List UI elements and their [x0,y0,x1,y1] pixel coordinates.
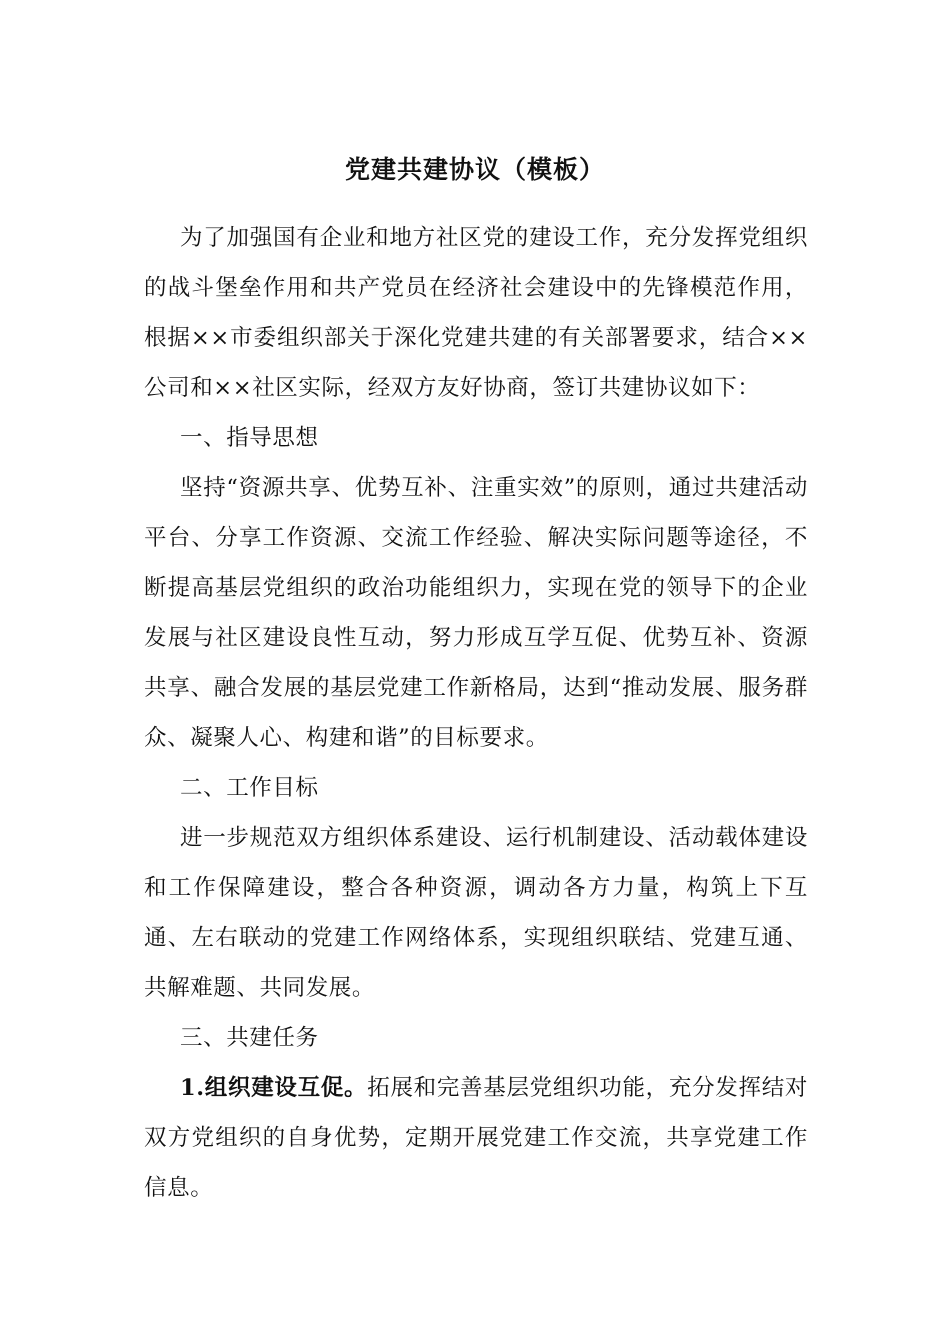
section-paragraph-work-goals: 进一步规范双方组织体系建设、运行机制建设、活动载体建设和工作保障建设，整合各种资源，调动各方力量，构筑上下互通、左右联动的党建工作网络体系，实现组织联结、党建互通、共解难题、共同发展。 [144,825,808,1001]
section-heading-tasks: 三、共建任务 [180,1025,319,1051]
intro-paragraph: 为了加强国有企业和地方社区党的建设工作，充分发挥党组织的战斗堡垒作用和共产党员在经济社会建设中的先锋模范作用，根据××市委组织部关于深化党建共建的有关部署要求，结合××公司和××社区实际，经双方友好协商，签订共建协议如下： [144,225,808,401]
section-heading-work-goals: 二、工作目标 [180,775,319,801]
document-body [144,213,808,1213]
task-item-body: 拓展和完善基层党组织功能，充分发挥结对双方党组织的自身优势，定期开展党建工作交流，共享党建工作信息。 [144,1075,809,1201]
section-paragraph-guiding-ideology: 坚持“资源共享、优势互补、注重实效”的原则，通过共建活动平台、分享工作资源、交流工作经验、解决实际问题等途径，不断提高基层党组织的政治功能组织力，实现在党的领导下的企业发展与社区建设良性互动，努力形成互学互促、优势互补、资源共享、融合发展的基层党建工作新格局，达到“推动发展、服务群众、凝聚人心、构建和谐”的目标要求。 [144,475,808,751]
section-heading-guiding-ideology: 一、指导思想 [180,425,319,451]
task-item-paragraph [144,1063,808,1213]
task-item-lead: 1.组织建设互促。 [180,1075,368,1101]
document-title: 党建共建协议（模板） [344,155,605,184]
